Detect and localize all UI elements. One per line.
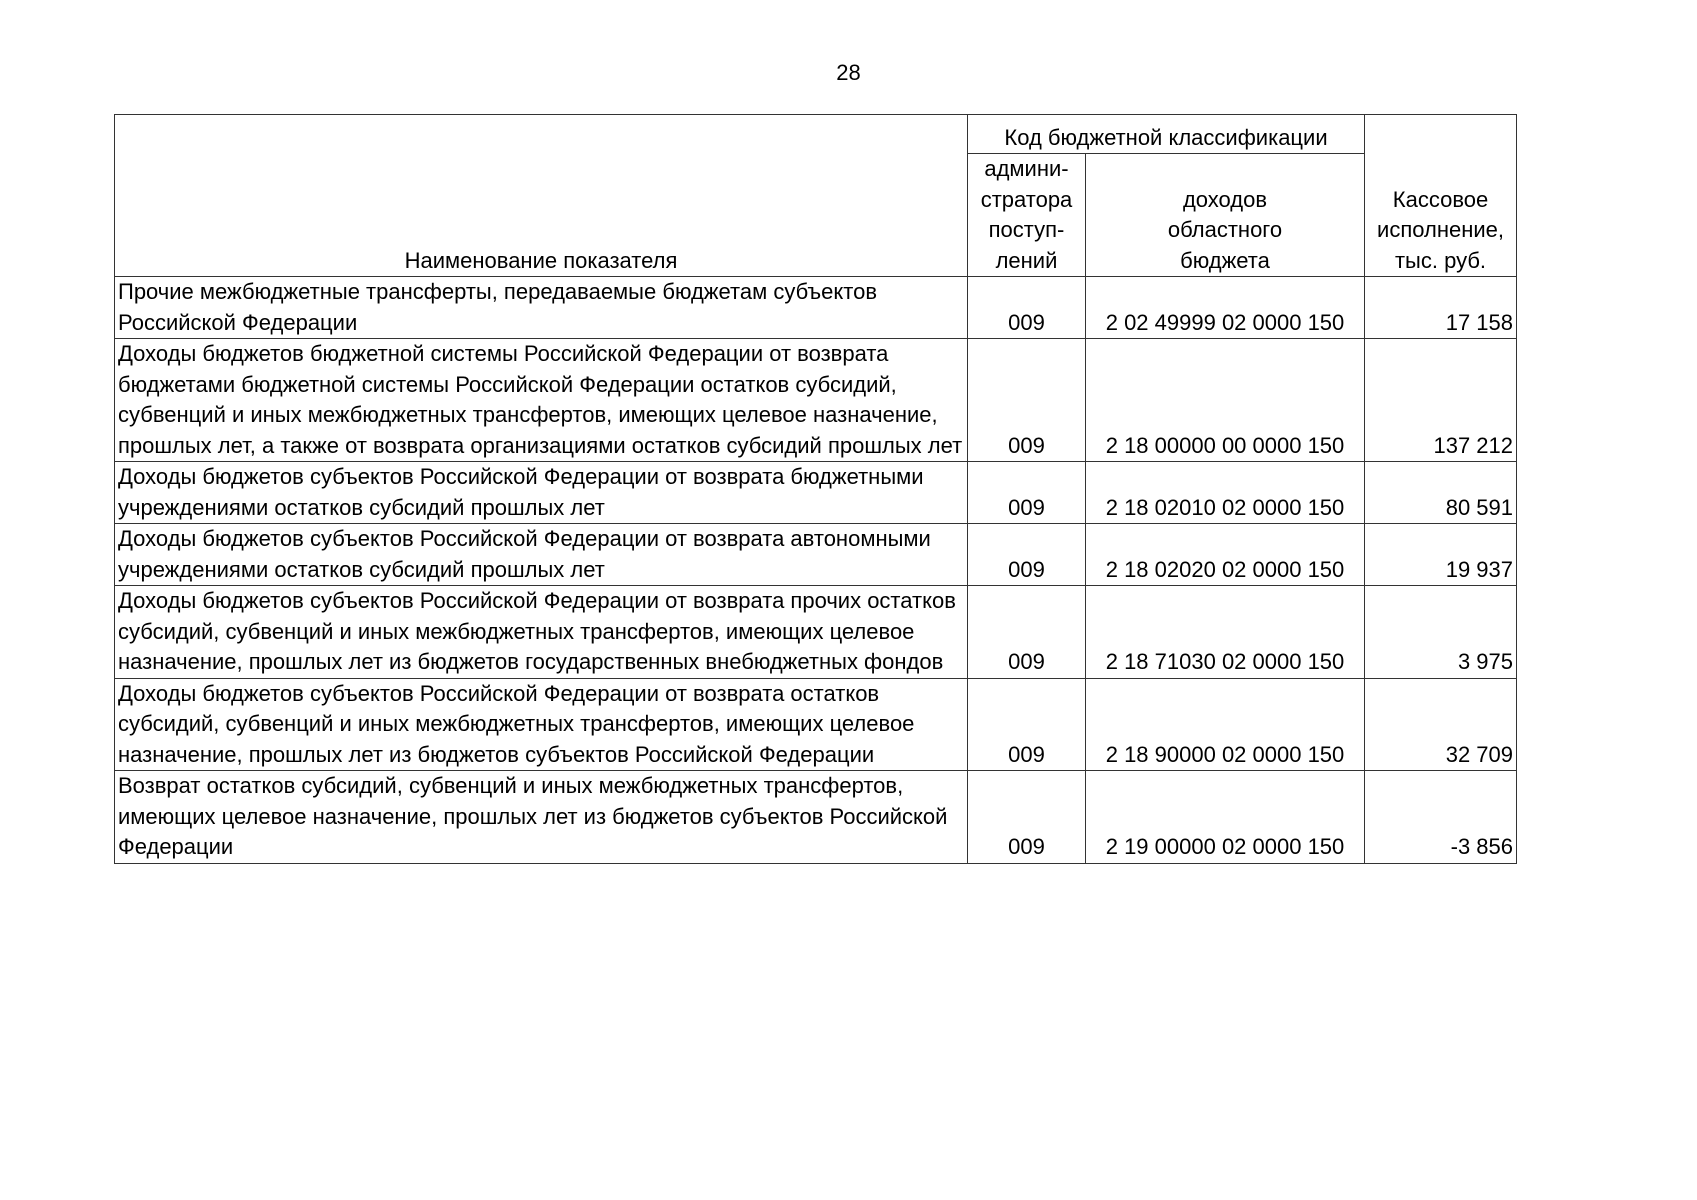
row-amount-cell: 3 975 xyxy=(1365,586,1517,679)
row-amount-cell: 17 158 xyxy=(1365,277,1517,339)
row-code-cell: 2 02 49999 02 0000 150 xyxy=(1086,277,1365,339)
row-code-cell: 2 18 02010 02 0000 150 xyxy=(1086,462,1365,524)
table-row xyxy=(115,524,1517,586)
table-row xyxy=(115,339,1517,462)
budget-revenue-table xyxy=(114,114,1517,864)
header-classification-group-label: Код бюджетной классификации xyxy=(1004,124,1328,150)
page-number: 28 xyxy=(836,60,861,85)
row-name-cell: Доходы бюджетов бюджетной системы Российской Федерации от возврата бюджетами бюджетной системы Российской Федерации остатков субсидий, субвенций и иных межбюджетных трансфертов, имеющих целевое назначение, прошлых лет, а также от возврата организациями остатков субсидий прошлых лет xyxy=(115,339,968,462)
header-row-top xyxy=(115,115,1517,154)
row-amount-cell: 137 212 xyxy=(1365,339,1517,462)
row-admin-cell: 009 xyxy=(968,339,1086,462)
row-name-cell: Доходы бюджетов субъектов Российской Федерации от возврата автономными учреждениями остатков субсидий прошлых лет xyxy=(115,524,968,586)
row-name-cell: Возврат остатков субсидий, субвенций и иных межбюджетных трансфертов, имеющих целевое назначение, прошлых лет из бюджетов субъектов Российской Федерации xyxy=(115,771,968,864)
header-amount xyxy=(1365,115,1517,277)
header-administrator xyxy=(968,154,1086,277)
row-name-cell: Прочие межбюджетные трансферты, передаваемые бюджетам субъектов Российской Федерации xyxy=(115,277,968,339)
table-row xyxy=(115,462,1517,524)
header-name xyxy=(115,115,968,277)
table-body xyxy=(115,277,1517,864)
header-classification-group xyxy=(968,115,1365,154)
header-income-code xyxy=(1086,154,1365,277)
table-row xyxy=(115,277,1517,339)
row-admin-cell: 009 xyxy=(968,524,1086,586)
table-row xyxy=(115,771,1517,864)
row-admin-cell: 009 xyxy=(968,771,1086,864)
header-income-code-label: доходов областного бюджета xyxy=(1167,186,1283,273)
row-admin-cell: 009 xyxy=(968,678,1086,771)
row-amount-cell: 32 709 xyxy=(1365,678,1517,771)
row-admin-cell: 009 xyxy=(968,586,1086,679)
row-name-cell: Доходы бюджетов субъектов Российской Федерации от возврата остатков субсидий, субвенций и иных межбюджетных трансфертов, имеющих целевое назначение, прошлых лет из бюджетов субъектов Российской Федерации xyxy=(115,678,968,771)
table-row xyxy=(115,586,1517,679)
row-admin-cell: 009 xyxy=(968,277,1086,339)
row-code-cell: 2 18 02020 02 0000 150 xyxy=(1086,524,1365,586)
row-amount-cell: 19 937 xyxy=(1365,524,1517,586)
row-code-cell: 2 18 90000 02 0000 150 xyxy=(1086,678,1365,771)
row-amount-cell: -3 856 xyxy=(1365,771,1517,864)
row-code-cell: 2 18 71030 02 0000 150 xyxy=(1086,586,1365,679)
row-amount-cell: 80 591 xyxy=(1365,462,1517,524)
row-code-cell: 2 19 00000 02 0000 150 xyxy=(1086,771,1365,864)
table-row xyxy=(115,678,1517,771)
header-name-label: Наименование показателя xyxy=(404,247,678,273)
table-header xyxy=(115,115,1517,277)
row-code-cell: 2 18 00000 00 0000 150 xyxy=(1086,339,1365,462)
row-name-cell: Доходы бюджетов субъектов Российской Федерации от возврата прочих остатков субсидий, субвенций и иных межбюджетных трансфертов, имеющих целевое назначение, прошлых лет из бюджетов государственных внебюджетных фондов xyxy=(115,586,968,679)
row-admin-cell: 009 xyxy=(968,462,1086,524)
row-name-cell: Доходы бюджетов субъектов Российской Федерации от возврата бюджетными учреждениями остатков субсидий прошлых лет xyxy=(115,462,968,524)
header-amount-label: Кассовое исполнение, тыс. руб. xyxy=(1377,186,1504,273)
header-administrator-label: админи- стратора поступ- лений xyxy=(980,156,1073,273)
